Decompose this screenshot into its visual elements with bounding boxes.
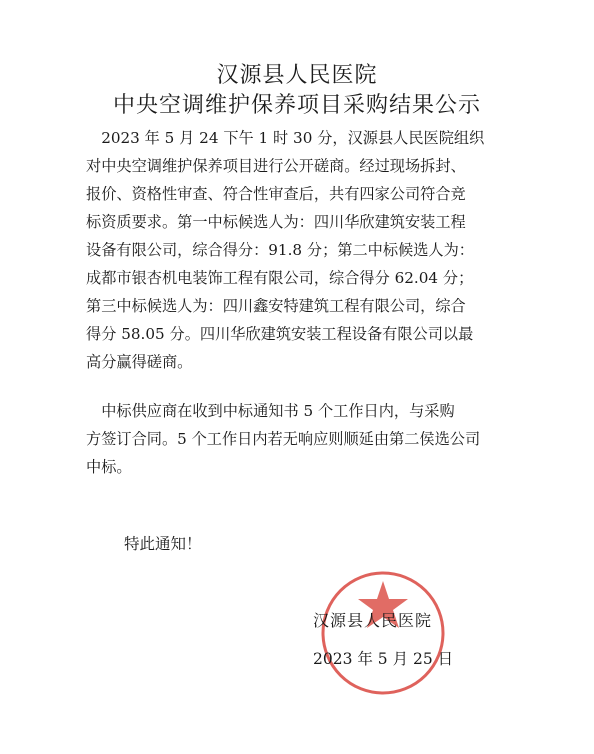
paragraph-line: 中标。 bbox=[86, 458, 132, 476]
paragraph-line: 2023 年 5 月 24 下午 1 时 30 分，汉源县人民医院组织 bbox=[86, 129, 485, 147]
paragraph-line: 高分赢得磋商。 bbox=[86, 353, 193, 371]
official-seal bbox=[318, 568, 448, 698]
paragraph-line: 报价、资格性审查、符合性审查后，共有四家公司符合竞 bbox=[86, 185, 466, 203]
paragraph-line: 方签订合同。5 个工作日内若无响应则顺延由第二侯选公司 bbox=[86, 430, 481, 448]
signature-org: 汉源县人民医院 bbox=[313, 611, 433, 630]
closing-notice: 特此通知！ bbox=[124, 535, 202, 553]
paragraph-contract bbox=[86, 397, 514, 481]
paragraph-line: 标资质要求。第一中标候选人为：四川华欣建筑安装工程 bbox=[86, 213, 466, 231]
paragraph-line: 成都市银杏机电装饰工程有限公司，综合得分 62.04 分； bbox=[86, 269, 474, 287]
paragraph-line: 第三中标候选人为：四川鑫安特建筑工程有限公司，综合 bbox=[86, 297, 466, 315]
notice-title: 中央空调维护保养项目采购结果公示 bbox=[112, 93, 481, 118]
paragraph-line: 得分 58.05 分。四川华欣建筑安装工程设备有限公司以最 bbox=[86, 325, 474, 343]
paragraph-line: 对中央空调维护保养项目进行公开磋商。经过现场拆封、 bbox=[86, 157, 466, 175]
paragraph-line: 中标供应商在收到中标通知书 5 个工作日内，与采购 bbox=[86, 402, 455, 420]
org-title: 汉源县人民医院 bbox=[216, 63, 378, 88]
paragraph-line: 设备有限公司，综合得分：91.8 分；第二中标候选人为： bbox=[86, 241, 474, 259]
signature-date: 2023 年 5 月 25 日 bbox=[313, 650, 454, 668]
paragraph-result bbox=[86, 124, 514, 376]
